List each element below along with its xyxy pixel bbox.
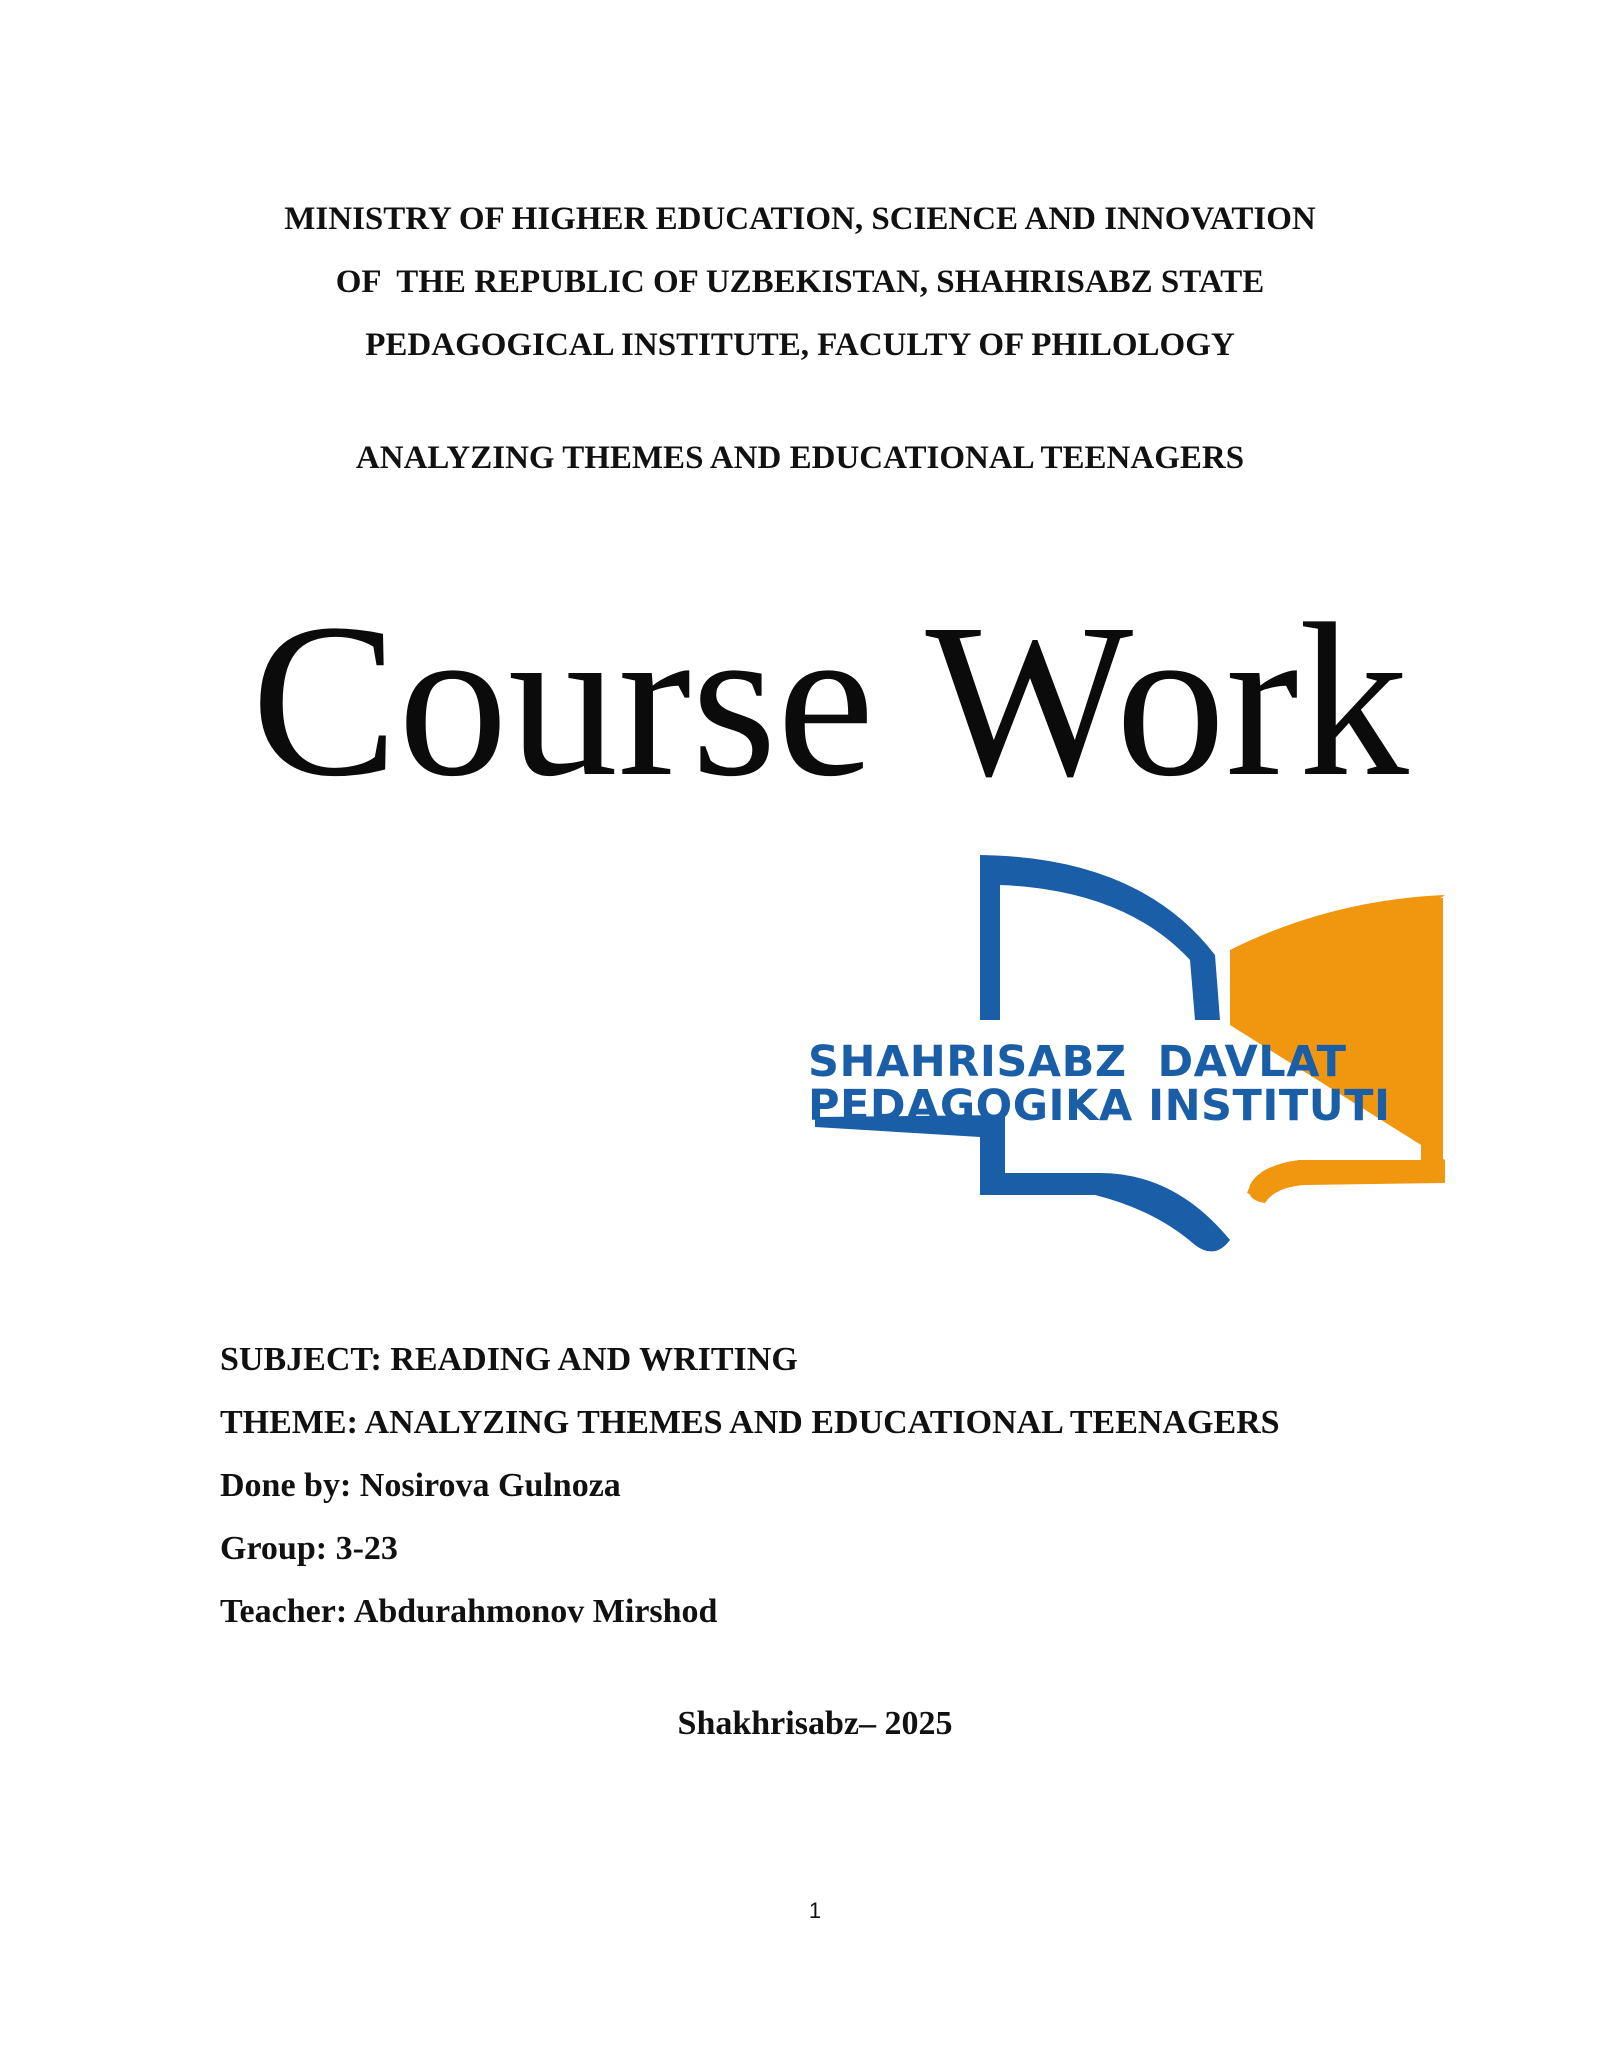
logo-text-line-1: SHAHRISABZ DAVLAT <box>808 1037 1347 1087</box>
page-number: 1 <box>808 1898 822 1923</box>
header-line-2: OF THE REPUBLIC OF UZBEKISTAN, SHAHRISABZ STATE <box>335 264 1265 300</box>
logo-blue-page <box>980 855 1220 1020</box>
work-details <box>220 1328 1280 1643</box>
institute-logo <box>795 855 1445 1265</box>
header-line-1: MINISTRY OF HIGHER EDUCATION, SCIENCE AND INNOVATION <box>284 201 1316 237</box>
subject-line: SUBJECT: READING AND WRITING <box>220 1341 798 1378</box>
logo-blue-base <box>815 1115 1230 1251</box>
theme-line: THEME: ANALYZING THEMES AND EDUCATIONAL TEENAGERS <box>220 1404 1280 1441</box>
author-line: Done by: Nosirova Gulnoza <box>220 1467 621 1504</box>
logo-text-line-2: PEDAGOGIKA INSTITUTI <box>808 1081 1391 1131</box>
work-subtitle: ANALYZING THEMES AND EDUCATIONAL TEENAGERS <box>355 440 1245 476</box>
group-line: Group: 3-23 <box>220 1530 398 1567</box>
institution-header <box>0 188 1600 377</box>
teacher-line: Teacher: Abdurahmonov Mirshod <box>220 1593 718 1630</box>
city-year: Shakhrisabz– 2025 <box>677 1705 953 1742</box>
page-title: Course Work <box>251 578 1409 822</box>
header-line-3: PEDAGOGICAL INSTITUTE, FACULTY OF PHILOLOGY <box>365 327 1235 363</box>
